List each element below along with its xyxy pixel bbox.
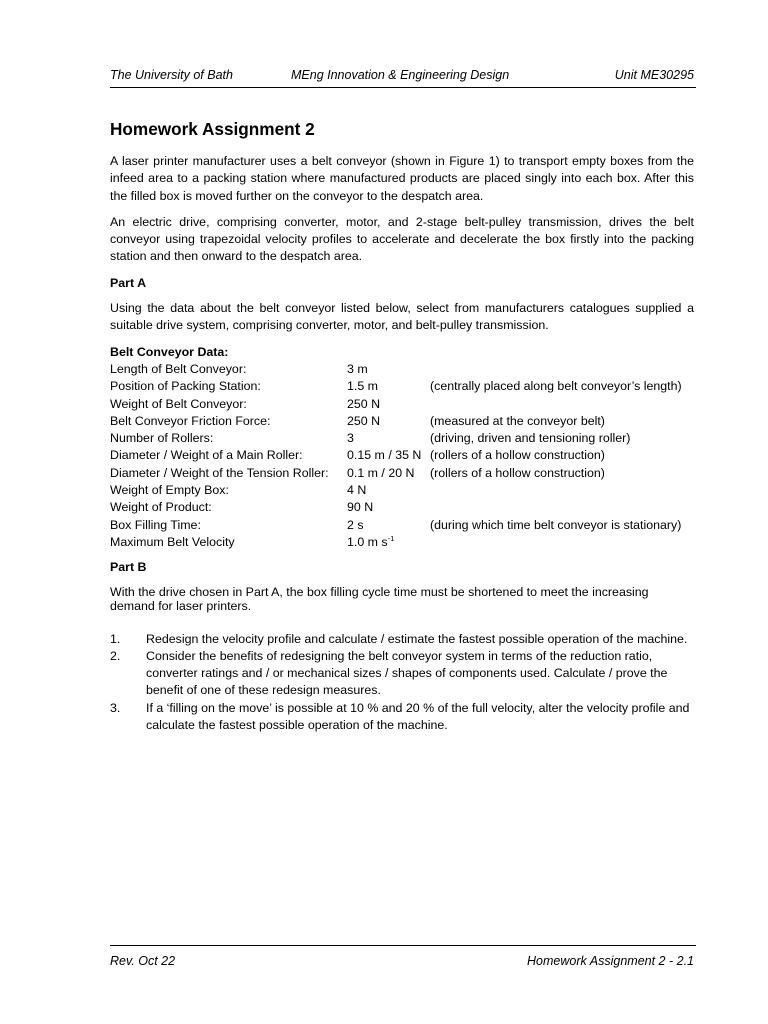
table-row [110,413,682,430]
row-label: Box Filling Time: [110,517,201,532]
row-value: 4 N [347,483,367,498]
row-note: (measured at the conveyor belt) [430,413,605,428]
page-footer [110,945,696,968]
table-row [110,517,682,534]
row-label: Position of Packing Station: [110,379,261,394]
row-note [430,482,682,499]
table-row [110,465,682,482]
row-label: Weight of Belt Conveyor: [110,396,247,411]
row-label: Belt Conveyor Friction Force: [110,413,271,428]
row-note: (rollers of a hollow construction) [430,448,605,463]
part-a-heading: Part A [110,275,147,290]
list-item [110,700,694,735]
document-body [110,118,694,734]
row-value: 2 s [347,517,364,532]
row-value: 250 N [347,413,381,428]
row-note [430,534,682,551]
row-value: 0.1 m / 20 N [347,465,415,480]
task-text: Consider the benefits of redesigning the belt conveyor system in terms of the reduction ratio, converter ratings and / or mechanical sizes / shapes of components used. Calculate / prove the benefit of one of these redesign measures. [146,648,668,698]
page-header [110,67,696,88]
row-label: Weight of Product: [110,500,212,515]
table-row [110,499,682,516]
table-row [110,482,682,499]
table-row [110,430,682,447]
table-row [110,361,682,378]
intro-paragraph-2: An electric drive, comprising converter, motor, and 2-stage belt-pulley transmission, drives the belt conveyor using trapezoidal velocity profiles to accelerate and decelerate the box firstly into the packing station and then onward to the despatch area. [110,214,694,264]
row-label: Diameter / Weight of the Tension Roller: [110,465,329,480]
list-item [110,631,694,648]
task-list [110,631,694,735]
part-b-heading: Part B [110,560,147,575]
row-value: 90 N [347,500,374,515]
row-label: Length of Belt Conveyor: [110,361,247,376]
row-note [430,499,682,516]
row-label: Maximum Belt Velocity [110,534,235,549]
row-value: 1.5 m [347,379,378,394]
list-item [110,648,694,700]
table-row [110,396,682,413]
row-value: 250 N [347,396,381,411]
belt-data-table [110,361,682,551]
row-note: (rollers of a hollow construction) [430,465,605,480]
row-value [347,534,430,551]
footer-page-label: Homework Assignment 2 - 2.1 [527,954,694,968]
header-unit: Unit ME30295 [614,68,694,82]
footer-revision: Rev. Oct 22 [110,954,176,968]
task-number: 3. [110,700,121,715]
task-text: Redesign the velocity profile and calculate / estimate the fastest possible operation of the machine. [146,631,688,646]
task-number: 2. [110,648,121,663]
table-row [110,534,682,551]
row-value: 3 [347,431,354,446]
row-note [430,396,682,413]
row-note: (centrally placed along belt conveyor’s length) [430,379,682,394]
page-title: Homework Assignment 2 [110,119,315,139]
row-note: (during which time belt conveyor is stationary) [430,517,682,532]
belt-data-heading: Belt Conveyor Data: [110,344,229,359]
velocity-value: 1.0 m s [347,534,388,549]
table-row [110,378,682,395]
row-value: 0.15 m / 35 N [347,448,422,463]
task-number: 1. [110,631,121,646]
part-a-text: Using the data about the belt conveyor listed below, select from manufacturers catalogues supplied a suitable drive system, comprising converter, motor, and belt-pulley transmission. [110,301,694,333]
header-university: The University of Bath [110,68,233,82]
table-row [110,447,682,464]
row-label: Diameter / Weight of a Main Roller: [110,448,303,463]
row-label: Weight of Empty Box: [110,483,229,498]
task-text: If a ‘filling on the move’ is possible at 10 % and 20 % of the full velocity, alter the velocity profile and calculate the fastest possible operation of the machine. [146,700,690,733]
part-b-text: With the drive chosen in Part A, the box filling cycle time must be shortened to meet the increasing demand for laser printers. [110,584,649,614]
row-note: (driving, driven and tensioning roller) [430,431,631,446]
row-label: Number of Rollers: [110,431,214,446]
intro-paragraph-1: A laser printer manufacturer uses a belt conveyor (shown in Figure 1) to transport empty boxes from the infeed area to a packing station where manufactured products are placed singly into each box. After this the filled box is moved further on the conveyor to the despatch area. [110,154,694,203]
row-note [430,361,682,378]
row-value: 3 m [347,361,368,376]
velocity-unit-exponent: -1 [387,533,395,543]
header-programme: MEng Innovation & Engineering Design [291,68,510,82]
